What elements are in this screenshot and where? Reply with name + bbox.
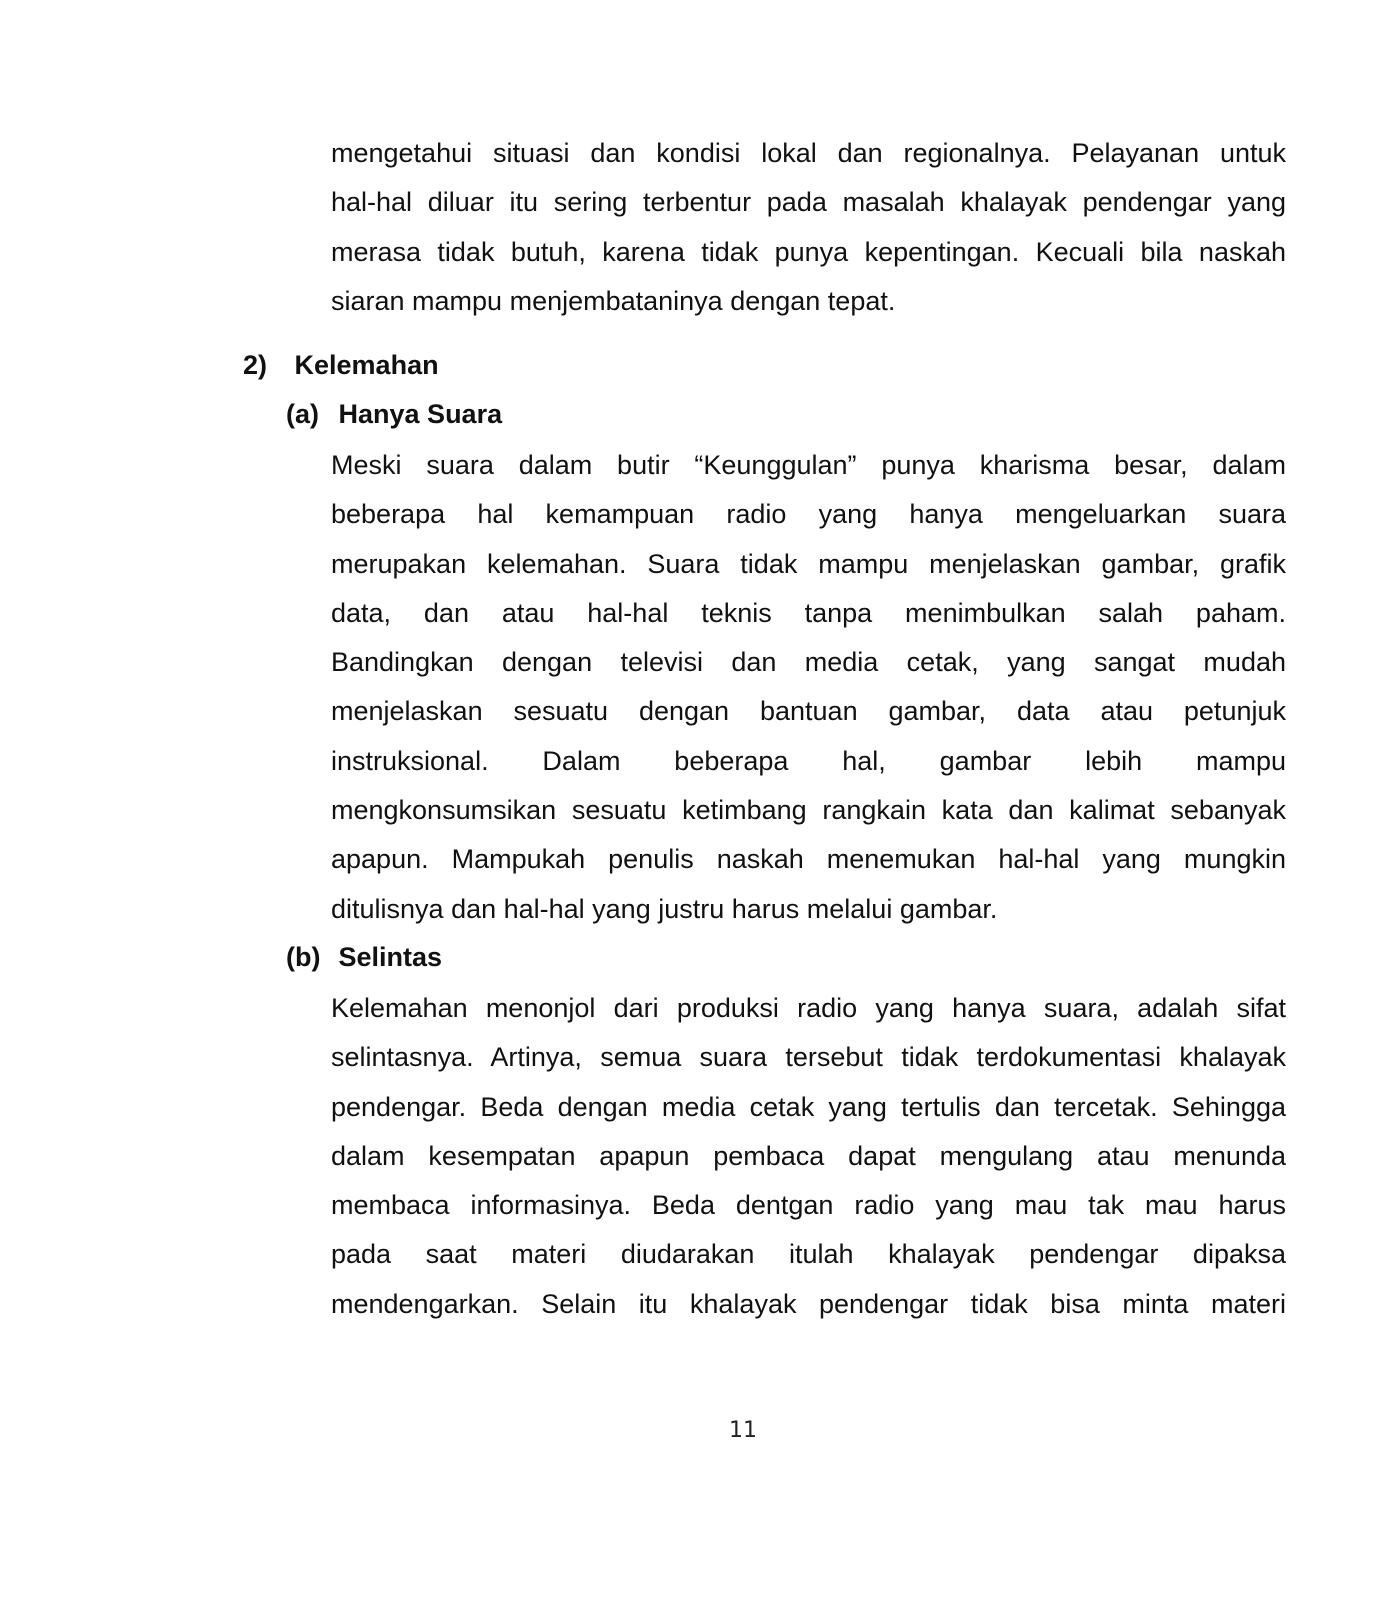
subsection-heading-hanya-suara (286, 394, 502, 434)
paragraph-line: pendengar. Beda dengan media cetak yang tertulis dan tercetak. Sehingga (331, 1091, 1286, 1122)
subsection-heading-selintas (286, 937, 442, 977)
paragraph-line: menjelaskan sesuatu dengan bantuan gambar, data atau petunjuk (331, 696, 1286, 727)
paragraph-line: pada saat materi diudarakan itulah khalayak pendengar dipaksa (331, 1239, 1286, 1270)
section-number: 2) (243, 350, 268, 380)
paragraph-line: merasa tidak butuh, karena tidak punya kepentingan. Kecuali bila naskah (331, 236, 1286, 267)
subsection-title: Selintas (338, 942, 443, 972)
paragraph-line: beberapa hal kemampuan radio yang hanya mengeluarkan suara (331, 499, 1286, 530)
subsection-number: (a) (286, 399, 319, 429)
paragraph-line: mendengarkan. Selain itu khalayak pendengar tidak bisa minta materi (331, 1288, 1286, 1319)
paragraph-line: Meski suara dalam butir “Keunggulan” punya kharisma besar, dalam (331, 450, 1286, 480)
paragraph-line: apapun. Mampukah penulis naskah menemukan hal-hal yang mungkin (331, 844, 1286, 875)
paragraph-line: membaca informasinya. Beda dentgan radio yang mau tak mau harus (331, 1190, 1286, 1221)
paragraph-line: mengkonsumsikan sesuatu ketimbang rangkain kata dan kalimat sebanyak (331, 795, 1286, 826)
paragraph-line: selintasnya. Artinya, semua suara tersebut tidak terdokumentasi khalayak (331, 1042, 1286, 1073)
paragraph-line: mengetahui situasi dan kondisi lokal dan regionalnya. Pelayanan untuk (331, 138, 1286, 168)
page-number: 11 (729, 1418, 757, 1443)
paragraph-line: merupakan kelemahan. Suara tidak mampu menjelaskan gambar, grafik (331, 548, 1286, 579)
paragraph-line: data, dan atau hal-hal teknis tanpa menimbulkan salah paham. (331, 597, 1286, 628)
intro-paragraph (331, 129, 1286, 326)
subsection-number: (b) (286, 942, 321, 972)
paragraph-line: instruksional. Dalam beberapa hal, gambar lebih mampu (331, 745, 1286, 776)
paragraph-line: ditulisnya dan hal-hal yang justru harus melalui gambar. (331, 893, 998, 924)
section-title: Kelemahan (294, 350, 439, 380)
selintas-paragraph (331, 984, 1286, 1329)
paragraph-line: dalam kesempatan apapun pembaca dapat mengulang atau menunda (331, 1140, 1286, 1171)
hanya-suara-paragraph (331, 441, 1286, 934)
paragraph-line: Bandingkan dengan televisi dan media cetak, yang sangat mudah (331, 647, 1286, 678)
section-heading-kelemahan (243, 345, 439, 385)
subsection-title: Hanya Suara (338, 399, 503, 429)
paragraph-line: hal-hal diluar itu sering terbentur pada masalah khalayak pendengar yang (331, 187, 1286, 218)
paragraph-line: Kelemahan menonjol dari produksi radio yang hanya suara, adalah sifat (331, 993, 1286, 1023)
paragraph-line: siaran mampu menjembataninya dengan tepat. (331, 285, 896, 316)
